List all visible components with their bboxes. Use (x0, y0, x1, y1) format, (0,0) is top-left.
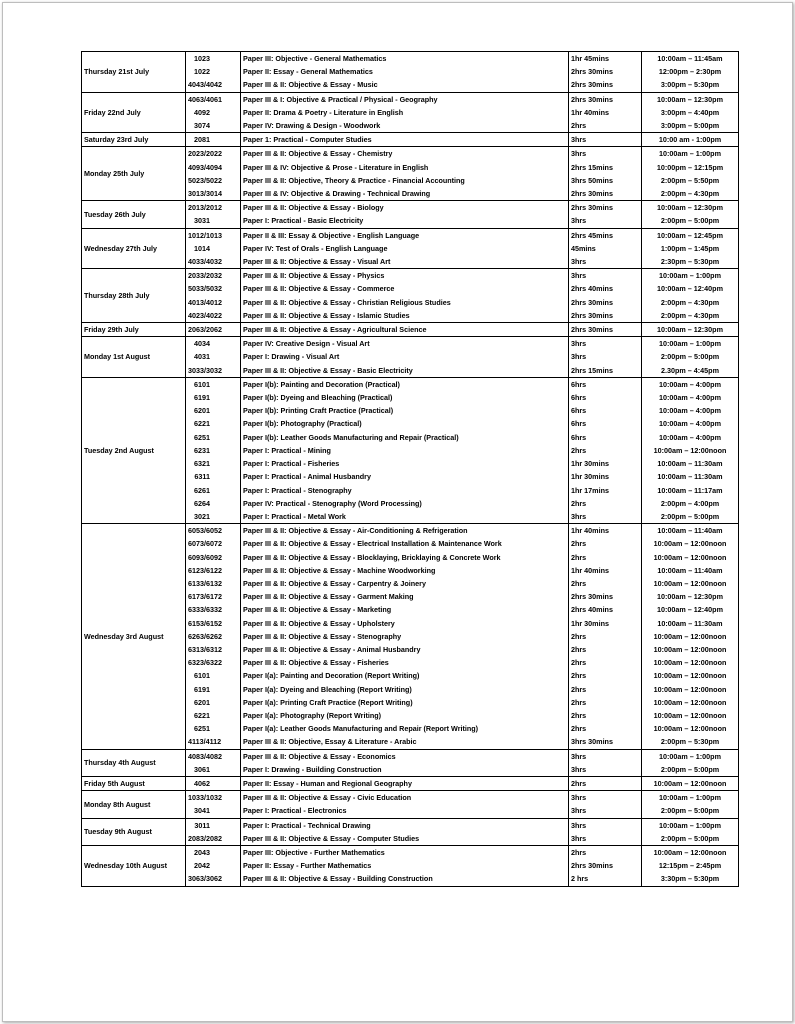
paper-time: 2:00pm – 5:00pm (642, 510, 739, 524)
paper-title: Paper I(a): Dyeing and Bleaching (Report Writing) (241, 683, 569, 696)
paper-time: 10:00am – 12:00noon (642, 643, 739, 656)
paper-time: 10:00am – 1:00pm (642, 749, 739, 763)
paper-code: 2033/2032 (186, 269, 241, 283)
paper-title: Paper III & II: Objective & Essay - Christian Religious Studies (241, 296, 569, 309)
paper-code: 6264 (186, 497, 241, 510)
paper-code: 6123/6122 (186, 564, 241, 577)
table-row (82, 323, 739, 337)
paper-time: 2:00pm – 5:00pm (642, 763, 739, 777)
paper-duration: 2hrs (569, 845, 642, 859)
paper-title: Paper IV: Practical - Stenography (Word Processing) (241, 497, 569, 510)
paper-duration: 6hrs (569, 417, 642, 430)
paper-code: 6153/6152 (186, 617, 241, 630)
paper-time: 2:00pm – 5:00pm (642, 214, 739, 228)
paper-code: 4062 (186, 776, 241, 790)
paper-code: 4034 (186, 337, 241, 351)
paper-time: 10:00am – 1:00pm (642, 818, 739, 832)
paper-duration: 2hrs 40mins (569, 282, 642, 295)
paper-code: 1012/1013 (186, 228, 241, 242)
paper-title: Paper III: Objective - Further Mathematics (241, 845, 569, 859)
paper-title: Paper IV: Creative Design - Visual Art (241, 337, 569, 351)
paper-code: 6221 (186, 417, 241, 430)
paper-title: Paper I(a): Printing Craft Practice (Report Writing) (241, 696, 569, 709)
paper-title: Paper I: Practical - Metal Work (241, 510, 569, 524)
paper-code: 3061 (186, 763, 241, 777)
paper-duration: 2hrs (569, 643, 642, 656)
paper-time: 10:00am – 12:00noon (642, 630, 739, 643)
paper-time: 10:00am – 12:00noon (642, 444, 739, 457)
exam-day: Thursday 28th July (82, 269, 186, 323)
paper-title: Paper III & II: Objective & Essay - Air-Conditioning & Refrigeration (241, 524, 569, 538)
paper-duration: 2hrs (569, 537, 642, 550)
paper-title: Paper III & II: Objective & Essay - Computer Studies (241, 832, 569, 846)
paper-code: 4013/4012 (186, 296, 241, 309)
paper-duration: 2hrs (569, 683, 642, 696)
paper-time: 10:00am – 4:00pm (642, 417, 739, 430)
paper-code: 6201 (186, 404, 241, 417)
paper-duration: 2hrs (569, 497, 642, 510)
paper-code: 4023/4022 (186, 309, 241, 323)
paper-duration: 6hrs (569, 377, 642, 391)
paper-title: Paper IV: Drawing & Design - Woodwork (241, 119, 569, 133)
paper-code: 3074 (186, 119, 241, 133)
paper-duration: 2hrs (569, 722, 642, 735)
table-row (82, 776, 739, 790)
paper-time: 10:00am – 11:30am (642, 470, 739, 483)
paper-title: Paper III & II: Objective, Theory & Practice - Financial Accounting (241, 174, 569, 187)
paper-duration: 1hr 40mins (569, 524, 642, 538)
paper-title: Paper III & II: Objective & Essay - Fisheries (241, 656, 569, 669)
paper-duration: 3hrs (569, 763, 642, 777)
paper-time: 10:00am – 1:00pm (642, 791, 739, 805)
paper-code: 6173/6172 (186, 590, 241, 603)
paper-code: 2013/2012 (186, 201, 241, 215)
paper-title: Paper I(b): Printing Craft Practice (Practical) (241, 404, 569, 417)
paper-duration: 2hrs 30mins (569, 296, 642, 309)
paper-code: 6321 (186, 457, 241, 470)
paper-duration: 2hrs (569, 119, 642, 133)
paper-time: 10:00am – 12:00noon (642, 683, 739, 696)
paper-title: Paper III & II: Objective, Essay & Literature - Arabic (241, 735, 569, 749)
paper-code: 6101 (186, 377, 241, 391)
paper-code: 6221 (186, 709, 241, 722)
paper-code: 6263/6262 (186, 630, 241, 643)
paper-code: 2042 (186, 859, 241, 872)
exam-day: Wednesday 3rd August (82, 524, 186, 749)
table-row (82, 377, 739, 391)
table-row (82, 269, 739, 283)
paper-duration: 2hrs 30mins (569, 201, 642, 215)
table-row (82, 749, 739, 763)
paper-title: Paper I: Practical - Electronics (241, 804, 569, 818)
paper-code: 2063/2062 (186, 323, 241, 337)
paper-title: Paper III & II: Objective & Essay - Animal Husbandry (241, 643, 569, 656)
paper-time: 10:00am – 11:45am (642, 52, 739, 66)
paper-duration: 45mins (569, 242, 642, 255)
paper-duration: 3hrs (569, 133, 642, 147)
paper-time: 1:00pm – 1:45pm (642, 242, 739, 255)
paper-title: Paper II: Essay - General Mathematics (241, 65, 569, 78)
paper-title: Paper I: Practical - Technical Drawing (241, 818, 569, 832)
paper-time: 10:00am – 1:00pm (642, 147, 739, 161)
paper-time: 10:00am – 12:00noon (642, 696, 739, 709)
paper-code: 4043/4042 (186, 78, 241, 92)
exam-day: Wednesday 10th August (82, 845, 186, 886)
paper-code: 6251 (186, 431, 241, 444)
paper-code: 3021 (186, 510, 241, 524)
paper-time: 10:00am – 12:00noon (642, 669, 739, 682)
paper-time: 10:00pm – 12:15pm (642, 161, 739, 174)
paper-time: 10:00am – 12:00noon (642, 537, 739, 550)
paper-code: 4093/4094 (186, 161, 241, 174)
paper-duration: 2hrs 15mins (569, 364, 642, 378)
paper-code: 1033/1032 (186, 791, 241, 805)
paper-duration: 2hrs 40mins (569, 603, 642, 616)
paper-duration: 3hrs (569, 350, 642, 363)
paper-time: 10:00am – 12:30pm (642, 92, 739, 106)
paper-code: 2043 (186, 845, 241, 859)
paper-title: Paper III & I: Objective & Practical / Physical - Geography (241, 92, 569, 106)
paper-time: 3:00pm – 5:00pm (642, 119, 739, 133)
paper-time: 10:00am – 12:00noon (642, 656, 739, 669)
paper-duration: 6hrs (569, 404, 642, 417)
paper-duration: 2hrs (569, 630, 642, 643)
paper-time: 10:00am – 1:00pm (642, 269, 739, 283)
table-row (82, 201, 739, 215)
paper-code: 3011 (186, 818, 241, 832)
timetable-body (82, 52, 739, 887)
exam-day: Monday 25th July (82, 147, 186, 201)
paper-title: Paper III & II: Objective & Essay - Garment Making (241, 590, 569, 603)
paper-code: 6311 (186, 470, 241, 483)
paper-time: 10:00am – 12:00noon (642, 722, 739, 735)
table-row (82, 147, 739, 161)
exam-day: Friday 22nd July (82, 92, 186, 133)
paper-title: Paper III & II: Objective & Essay - Biology (241, 201, 569, 215)
table-row (82, 791, 739, 805)
paper-code: 6093/6092 (186, 551, 241, 564)
paper-code: 4063/4061 (186, 92, 241, 106)
paper-title: Paper I: Practical - Fisheries (241, 457, 569, 470)
exam-day: Friday 5th August (82, 776, 186, 790)
paper-time: 10:00am – 12:00noon (642, 577, 739, 590)
exam-day: Monday 8th August (82, 791, 186, 818)
paper-title: Paper III & II: Objective & Essay - Music (241, 78, 569, 92)
paper-duration: 1hr 30mins (569, 470, 642, 483)
table-row (82, 818, 739, 832)
paper-title: Paper III & II: Objective & Essay - Physics (241, 269, 569, 283)
paper-code: 1022 (186, 65, 241, 78)
paper-code: 6323/6322 (186, 656, 241, 669)
paper-time: 2:00pm – 5:50pm (642, 174, 739, 187)
paper-title: Paper III & II: Objective & Essay - Islamic Studies (241, 309, 569, 323)
paper-duration: 2hrs (569, 551, 642, 564)
paper-title: Paper III & IV: Objective & Prose - Literature in English (241, 161, 569, 174)
paper-title: Paper III & II: Objective & Essay - Agricultural Science (241, 323, 569, 337)
table-row (82, 228, 739, 242)
paper-code: 3041 (186, 804, 241, 818)
paper-duration: 2hrs 30mins (569, 323, 642, 337)
paper-time: 12:15pm – 2:45pm (642, 859, 739, 872)
paper-code: 6191 (186, 683, 241, 696)
paper-time: 2:00pm – 4:30pm (642, 296, 739, 309)
paper-duration: 3hrs (569, 749, 642, 763)
table-row (82, 337, 739, 351)
paper-time: 10:00am – 11:40am (642, 564, 739, 577)
paper-duration: 3hrs 50mins (569, 174, 642, 187)
paper-duration: 2hrs (569, 444, 642, 457)
paper-title: Paper I: Practical - Mining (241, 444, 569, 457)
paper-title: Paper II & III: Essay & Objective - English Language (241, 228, 569, 242)
paper-time: 2:30pm – 5:30pm (642, 255, 739, 269)
paper-time: 10:00am – 12:00noon (642, 551, 739, 564)
paper-duration: 6hrs (569, 431, 642, 444)
paper-title: Paper I(b): Leather Goods Manufacturing and Repair (Practical) (241, 431, 569, 444)
paper-time: 2:00pm – 5:00pm (642, 350, 739, 363)
paper-code: 6313/6312 (186, 643, 241, 656)
paper-time: 10:00am – 11:40am (642, 524, 739, 538)
paper-title: Paper I(a): Painting and Decoration (Report Writing) (241, 669, 569, 682)
paper-duration: 2hrs 30mins (569, 65, 642, 78)
paper-duration: 3hrs (569, 510, 642, 524)
paper-duration: 2hrs (569, 656, 642, 669)
paper-duration: 2hrs 30mins (569, 92, 642, 106)
paper-code: 6191 (186, 391, 241, 404)
paper-code: 6053/6052 (186, 524, 241, 538)
paper-title: Paper I: Drawing - Building Construction (241, 763, 569, 777)
paper-duration: 3hrs (569, 337, 642, 351)
paper-code: 3031 (186, 214, 241, 228)
paper-title: Paper III & II: Objective & Essay - Chemistry (241, 147, 569, 161)
paper-duration: 1hr 40mins (569, 564, 642, 577)
paper-time: 10:00am – 12:00noon (642, 845, 739, 859)
paper-code: 6133/6132 (186, 577, 241, 590)
paper-code: 4113/4112 (186, 735, 241, 749)
paper-code: 4092 (186, 106, 241, 119)
table-row (82, 52, 739, 66)
paper-title: Paper III & II: Objective & Essay - Blocklaying, Bricklaying & Concrete Work (241, 551, 569, 564)
paper-duration: 1hr 30mins (569, 457, 642, 470)
paper-title: Paper I(a): Photography (Report Writing) (241, 709, 569, 722)
table-row (82, 524, 739, 538)
exam-day: Saturday 23rd July (82, 133, 186, 147)
paper-time: 3:00pm – 5:30pm (642, 78, 739, 92)
paper-duration: 2hrs 15mins (569, 161, 642, 174)
paper-duration: 3hrs (569, 147, 642, 161)
paper-code: 6073/6072 (186, 537, 241, 550)
paper-code: 6251 (186, 722, 241, 735)
paper-duration: 2hrs 30mins (569, 590, 642, 603)
paper-time: 2:00pm – 5:00pm (642, 804, 739, 818)
paper-code: 1014 (186, 242, 241, 255)
paper-duration: 1hr 45mins (569, 52, 642, 66)
paper-title: Paper III & II: Objective & Essay - Upholstery (241, 617, 569, 630)
paper-time: 10:00am – 12:30pm (642, 323, 739, 337)
paper-title: Paper I(b): Painting and Decoration (Practical) (241, 377, 569, 391)
paper-duration: 3hrs (569, 255, 642, 269)
paper-time: 10:00am – 11:17am (642, 484, 739, 497)
paper-time: 10:00am – 12:40pm (642, 282, 739, 295)
paper-time: 10:00am – 12:30pm (642, 590, 739, 603)
paper-time: 12:00pm – 2:30pm (642, 65, 739, 78)
paper-duration: 1hr 17mins (569, 484, 642, 497)
paper-code: 4031 (186, 350, 241, 363)
paper-time: 2:00pm – 4:00pm (642, 497, 739, 510)
paper-code: 3013/3014 (186, 187, 241, 201)
paper-duration: 3hrs 30mins (569, 735, 642, 749)
paper-title: Paper III & II: Objective & Essay - Electrical Installation & Maintenance Work (241, 537, 569, 550)
paper-title: Paper I(a): Leather Goods Manufacturing and Repair (Report Writing) (241, 722, 569, 735)
paper-time: 10:00am – 4:00pm (642, 404, 739, 417)
paper-time: 10:00am – 12:00noon (642, 776, 739, 790)
paper-title: Paper III & II: Objective & Essay - Stenography (241, 630, 569, 643)
paper-title: Paper II: Drama & Poetry - Literature in English (241, 106, 569, 119)
paper-code: 5033/5032 (186, 282, 241, 295)
paper-duration: 2hrs (569, 776, 642, 790)
exam-day: Wednesday 27th July (82, 228, 186, 269)
paper-duration: 3hrs (569, 791, 642, 805)
paper-code: 2081 (186, 133, 241, 147)
paper-duration: 3hrs (569, 269, 642, 283)
paper-time: 10:00am – 12:30pm (642, 201, 739, 215)
paper-title: Paper I(b): Dyeing and Bleaching (Practical) (241, 391, 569, 404)
table-row (82, 92, 739, 106)
paper-duration: 3hrs (569, 214, 642, 228)
paper-duration: 2hrs 30mins (569, 859, 642, 872)
paper-title: Paper III & II: Objective & Essay - Civic Education (241, 791, 569, 805)
paper-code: 4033/4032 (186, 255, 241, 269)
paper-code: 6231 (186, 444, 241, 457)
paper-time: 10:00am – 12:40pm (642, 603, 739, 616)
paper-code: 6261 (186, 484, 241, 497)
paper-time: 2:00pm – 5:00pm (642, 832, 739, 846)
paper-code: 6333/6332 (186, 603, 241, 616)
paper-duration: 1hr 30mins (569, 617, 642, 630)
paper-title: Paper I(b): Photography (Practical) (241, 417, 569, 430)
paper-code: 2023/2022 (186, 147, 241, 161)
paper-code: 1023 (186, 52, 241, 66)
paper-duration: 3hrs (569, 818, 642, 832)
paper-time: 3:00pm – 4:40pm (642, 106, 739, 119)
paper-code: 6101 (186, 669, 241, 682)
paper-duration: 2hrs 45mins (569, 228, 642, 242)
paper-duration: 3hrs (569, 804, 642, 818)
paper-time: 10:00am – 11:30am (642, 457, 739, 470)
paper-duration: 2hrs 30mins (569, 309, 642, 323)
paper-title: Paper III & II: Objective & Essay - Basic Electricity (241, 364, 569, 378)
paper-title: Paper 1: Practical - Computer Studies (241, 133, 569, 147)
paper-code: 2083/2082 (186, 832, 241, 846)
paper-time: 3:30pm – 5:30pm (642, 872, 739, 886)
paper-duration: 2hrs (569, 709, 642, 722)
paper-code: 3063/3062 (186, 872, 241, 886)
paper-time: 10:00am – 4:00pm (642, 391, 739, 404)
paper-title: Paper III & II: Objective & Essay - Economics (241, 749, 569, 763)
paper-code: 6201 (186, 696, 241, 709)
table-row (82, 133, 739, 147)
paper-title: Paper I: Practical - Animal Husbandry (241, 470, 569, 483)
paper-duration: 2hrs (569, 577, 642, 590)
paper-time: 2:00pm – 5:30pm (642, 735, 739, 749)
paper-time: 10:00am – 4:00pm (642, 377, 739, 391)
paper-code: 4083/4082 (186, 749, 241, 763)
exam-day: Friday 29th July (82, 323, 186, 337)
paper-duration: 2hrs 30mins (569, 187, 642, 201)
exam-day: Monday 1st August (82, 337, 186, 378)
exam-day: Tuesday 2nd August (82, 377, 186, 523)
paper-duration: 2hrs (569, 669, 642, 682)
paper-title: Paper III & II: Objective & Essay - Marketing (241, 603, 569, 616)
exam-day: Tuesday 26th July (82, 201, 186, 228)
paper-time: 10:00am – 4:00pm (642, 431, 739, 444)
paper-title: Paper III: Objective - General Mathematics (241, 52, 569, 66)
paper-title: Paper II: Essay - Further Mathematics (241, 859, 569, 872)
paper-code: 5023/5022 (186, 174, 241, 187)
paper-title: Paper II: Essay - Human and Regional Geography (241, 776, 569, 790)
paper-title: Paper I: Practical - Stenography (241, 484, 569, 497)
paper-title: Paper IV: Test of Orals - English Language (241, 242, 569, 255)
paper-time: 10:00am – 12:00noon (642, 709, 739, 722)
paper-duration: 1hr 40mins (569, 106, 642, 119)
paper-time: 2:00pm – 4:30pm (642, 187, 739, 201)
paper-title: Paper I: Practical - Basic Electricity (241, 214, 569, 228)
paper-duration: 2 hrs (569, 872, 642, 886)
paper-time: 10:00am – 11:30am (642, 617, 739, 630)
paper-time: 2.30pm – 4:45pm (642, 364, 739, 378)
paper-time: 10:00am – 12:45pm (642, 228, 739, 242)
paper-title: Paper III & II: Objective & Essay - Commerce (241, 282, 569, 295)
paper-title: Paper I: Drawing - Visual Art (241, 350, 569, 363)
exam-day: Thursday 21st July (82, 52, 186, 93)
paper-duration: 2hrs 30mins (569, 78, 642, 92)
exam-day: Thursday 4th August (82, 749, 186, 776)
paper-time: 10:00 am - 1:00pm (642, 133, 739, 147)
paper-time: 2:00pm – 4:30pm (642, 309, 739, 323)
exam-timetable (81, 51, 739, 887)
paper-title: Paper III & II: Objective & Essay - Carpentry & Joinery (241, 577, 569, 590)
table-row (82, 845, 739, 859)
paper-time: 10:00am – 1:00pm (642, 337, 739, 351)
paper-code: 3033/3032 (186, 364, 241, 378)
paper-title: Paper III & II: Objective & Essay - Visual Art (241, 255, 569, 269)
paper-duration: 3hrs (569, 832, 642, 846)
paper-title: Paper III & II: Objective & Essay - Machine Woodworking (241, 564, 569, 577)
paper-duration: 2hrs (569, 696, 642, 709)
paper-title: Paper III & IV: Objective & Drawing - Technical Drawing (241, 187, 569, 201)
paper-title: Paper III & II: Objective & Essay - Building Construction (241, 872, 569, 886)
exam-day: Tuesday 9th August (82, 818, 186, 845)
paper-duration: 6hrs (569, 391, 642, 404)
